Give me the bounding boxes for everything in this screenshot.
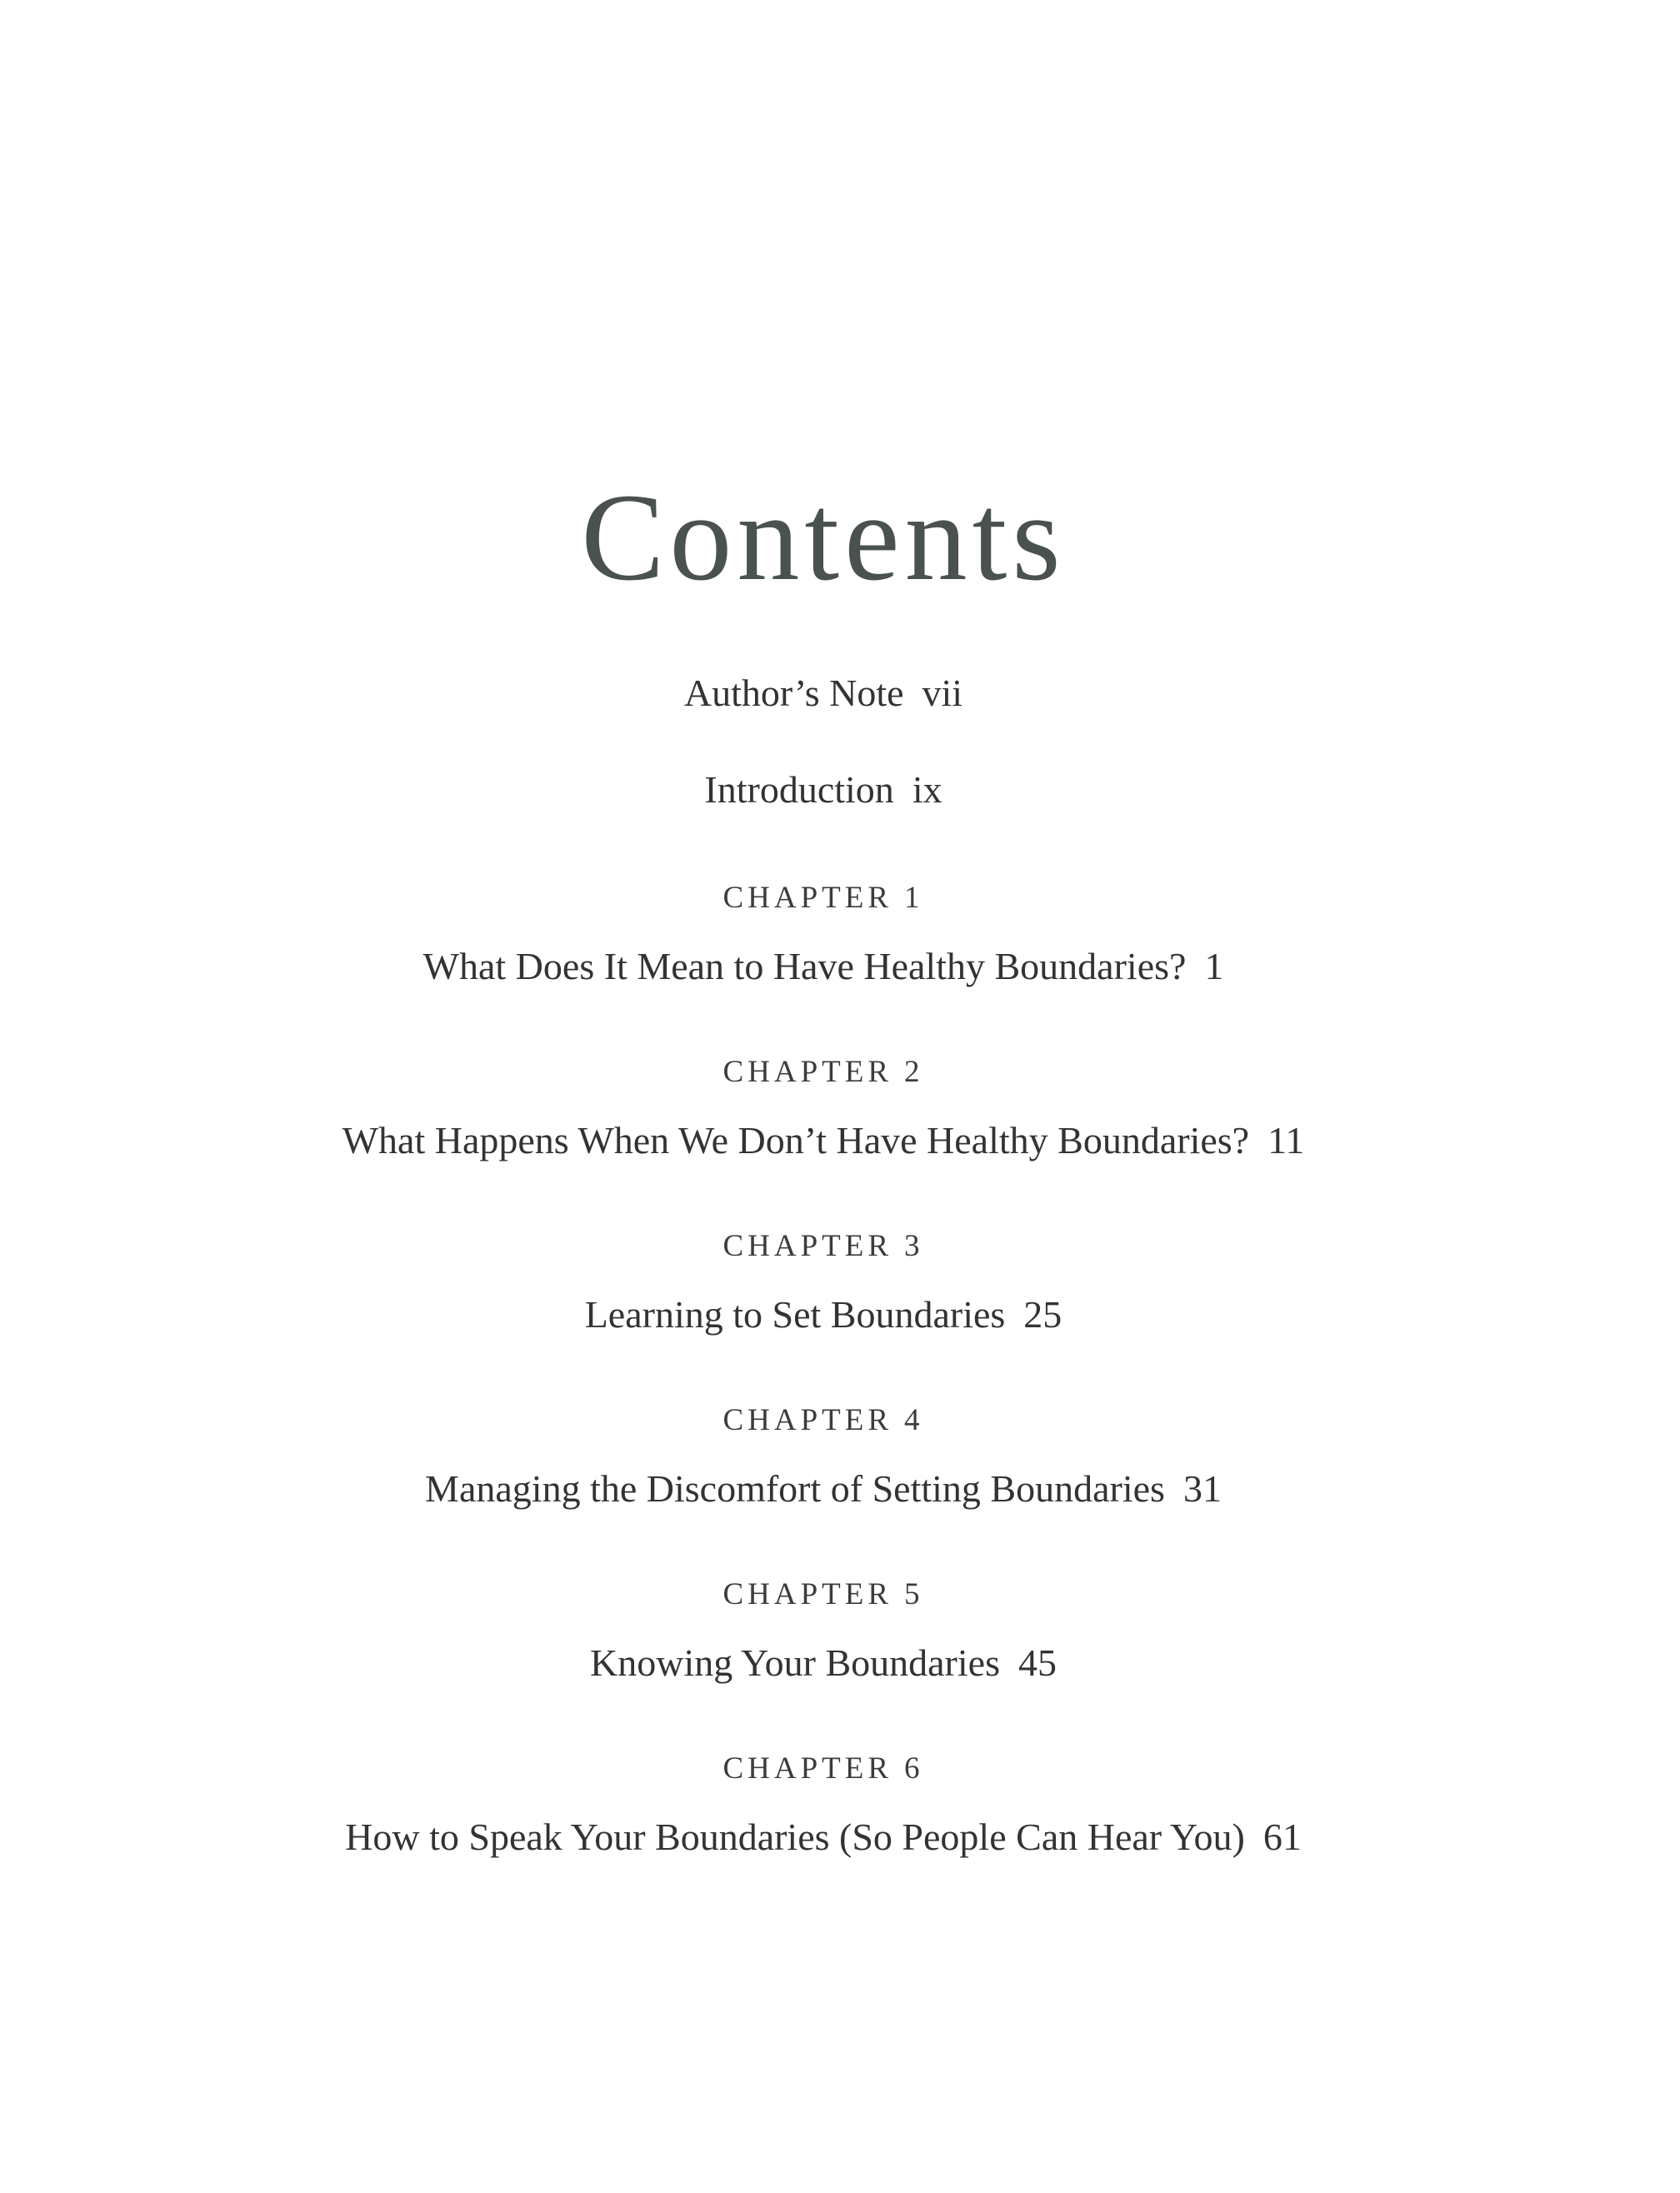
entry-label: Learning to Set Boundaries: [584, 1293, 1006, 1336]
toc-entry-chapter-5: [0, 1638, 1647, 1688]
chapter-number: 3: [904, 1229, 924, 1263]
entry-page-number: 11: [1268, 1119, 1305, 1161]
chapter-heading-6: [0, 1748, 1647, 1790]
chapter-label: CHAPTER: [722, 1403, 893, 1437]
page-title: Contents: [581, 468, 1066, 607]
toc-entry-chapter-2: [0, 1116, 1647, 1166]
toc-entry-chapter-4: [0, 1464, 1647, 1514]
chapter-number: 1: [904, 881, 924, 915]
chapter-number: 6: [904, 1751, 924, 1786]
chapter-label: CHAPTER: [722, 881, 893, 915]
entry-page-number: 25: [1023, 1293, 1062, 1336]
chapter-heading-5: [0, 1574, 1647, 1616]
chapter-label: CHAPTER: [722, 1577, 893, 1611]
entry-label: What Happens When We Don’t Have Healthy Boundaries?: [342, 1119, 1250, 1161]
entry-page-number: vii: [922, 672, 963, 714]
entry-label: Introduction: [704, 768, 894, 811]
chapter-heading-4: [0, 1400, 1647, 1441]
entry-page-number: ix: [912, 768, 942, 811]
toc-entry-chapter-3: [0, 1290, 1647, 1340]
chapter-heading-3: [0, 1226, 1647, 1267]
toc-entry-chapter-6: [0, 1812, 1647, 1862]
chapter-label: CHAPTER: [722, 1229, 893, 1263]
chapter-label: CHAPTER: [722, 1751, 893, 1786]
entry-label: Author’s Note: [683, 672, 904, 714]
entry-label: How to Speak Your Boundaries (So People Can Hear You): [345, 1816, 1245, 1858]
chapter-number: 5: [904, 1577, 924, 1611]
chapter-number: 2: [904, 1055, 924, 1089]
chapter-heading-1: [0, 877, 1647, 919]
toc-entry-introduction: [0, 765, 1647, 815]
entry-page-number: 31: [1182, 1467, 1222, 1510]
entry-label: What Does It Mean to Have Healthy Boundaries?: [422, 945, 1187, 987]
entry-page-number: 1: [1204, 945, 1224, 987]
chapter-heading-2: [0, 1052, 1647, 1093]
entry-label: Knowing Your Boundaries: [590, 1641, 1000, 1684]
toc-entry-authors-note: [0, 668, 1647, 718]
chapter-number: 4: [904, 1403, 924, 1437]
entry-page-number: 61: [1262, 1816, 1302, 1858]
entry-page-number: 45: [1018, 1641, 1057, 1684]
toc-entry-chapter-1: [0, 942, 1647, 992]
entry-label: Managing the Discomfort of Setting Boundaries: [425, 1467, 1165, 1510]
chapter-label: CHAPTER: [722, 1055, 893, 1089]
